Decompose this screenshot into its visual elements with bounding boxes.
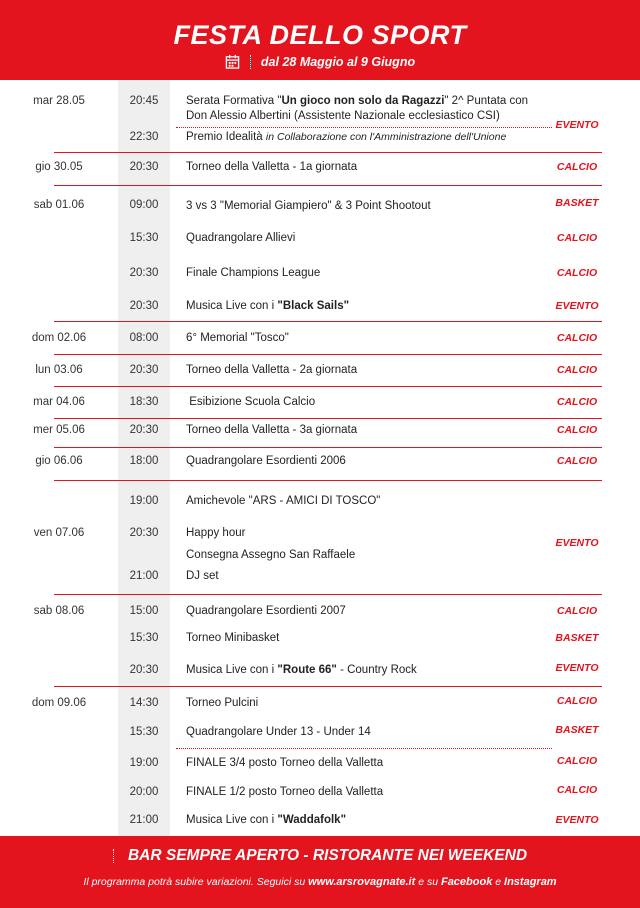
row-event: 6° Memorial "Tosco": [186, 332, 289, 344]
date-range-text: dal 28 Maggio al 9 Giugno: [260, 54, 416, 69]
row-date: lun 03.06: [35, 364, 83, 376]
category-tag: CALCIO: [556, 232, 598, 244]
footer-banner: [0, 836, 640, 908]
row-time: 14:30: [129, 697, 159, 709]
header-banner: [0, 0, 640, 80]
category-tag: CALCIO: [556, 755, 598, 767]
calendar-icon: [225, 54, 240, 69]
footer-slogan: [0, 847, 640, 865]
row-event: FINALE 3/4 posto Torneo della Valletta: [186, 757, 384, 769]
row-time: 20:30: [129, 364, 159, 376]
row-time: 15:30: [129, 632, 159, 644]
day-separator: [54, 480, 602, 481]
row-event: Happy hour: [186, 527, 246, 539]
row-event: Torneo Minibasket: [186, 632, 280, 644]
row-event: Consegna Assegno San Raffaele: [186, 549, 356, 561]
row-time: 20:45: [129, 95, 159, 107]
row-time: 08:00: [129, 332, 159, 344]
row-time: 20:30: [129, 300, 159, 312]
divider: [250, 55, 251, 69]
row-event: DJ set: [186, 570, 219, 582]
row-event: Quadrangolare Allievi: [186, 232, 296, 244]
row-event: 3 vs 3 "Memorial Giampiero" & 3 Point Shootout: [186, 200, 431, 212]
website-link[interactable]: www.arsrovagnate.it: [308, 876, 416, 888]
divider: [113, 849, 114, 863]
date-range: [0, 54, 640, 69]
row-date: gio 30.05: [35, 161, 83, 173]
row-time: 18:00: [129, 455, 159, 467]
row-event: Torneo della Valletta - 1a giornata: [186, 161, 358, 173]
row-date: sab 01.06: [33, 199, 85, 211]
row-time: 15:30: [129, 232, 159, 244]
category-tag: BASKET: [555, 632, 599, 644]
category-tag: CALCIO: [556, 605, 598, 617]
row-event: Musica Live con i "Waddafolk": [186, 814, 347, 826]
category-tag: EVENTO: [555, 300, 599, 312]
schedule-table: [0, 80, 640, 836]
category-tag: CALCIO: [556, 267, 598, 279]
day-separator: [54, 386, 602, 387]
category-tag: EVENTO: [555, 119, 599, 131]
category-tag: CALCIO: [556, 364, 598, 376]
row-event: Amichevole "ARS - AMICI DI TOSCO": [186, 495, 381, 507]
row-time: 21:00: [129, 570, 159, 582]
row-time: 20:30: [129, 664, 159, 676]
row-time: 20:30: [129, 267, 159, 279]
row-date: gio 06.06: [35, 455, 83, 467]
row-date: sab 08.06: [33, 605, 85, 617]
row-separator-dotted: [176, 748, 552, 749]
facebook-link[interactable]: Facebook: [440, 876, 493, 888]
row-event: Musica Live con i "Route 66" - Country Rock: [186, 664, 417, 676]
row-date: mar 28.05: [33, 95, 85, 107]
row-event: Quadrangolare Esordienti 2006: [186, 455, 346, 467]
row-separator-dotted: [176, 127, 552, 128]
category-tag: BASKET: [555, 197, 599, 209]
category-tag: EVENTO: [555, 662, 599, 674]
day-separator: [54, 185, 602, 186]
category-tag: CALCIO: [556, 784, 598, 796]
row-event: Torneo della Valletta - 2a giornata: [186, 364, 358, 376]
row-time: 21:00: [129, 814, 159, 826]
day-separator: [54, 447, 602, 448]
row-event: Musica Live con i "Black Sails": [186, 300, 350, 312]
day-separator: [54, 321, 602, 322]
category-tag: EVENTO: [555, 814, 599, 826]
row-date: ven 07.06: [33, 527, 85, 539]
row-time: 15:00: [129, 605, 159, 617]
instagram-link[interactable]: Instagram: [504, 876, 557, 888]
row-time: 18:30: [129, 396, 159, 408]
row-time: 19:00: [129, 495, 159, 507]
category-tag: CALCIO: [556, 332, 598, 344]
row-time: 19:00: [129, 757, 159, 769]
category-tag: CALCIO: [556, 424, 598, 436]
row-event: Torneo Pulcini: [186, 697, 259, 709]
row-date: dom 09.06: [31, 697, 87, 709]
row-time: 20:30: [129, 527, 159, 539]
category-tag: CALCIO: [556, 396, 598, 408]
day-separator: [54, 594, 602, 595]
row-time: 09:00: [129, 199, 159, 211]
slogan-text: BAR SEMPRE APERTO - RISTORANTE NEI WEEKEND: [127, 847, 528, 864]
day-separator: [54, 686, 602, 687]
row-event: Finale Champions League: [186, 267, 321, 279]
row-event: FINALE 1/2 posto Torneo della Valletta: [186, 786, 384, 798]
footer-note: Il programma potrà subire variazioni. Seguici su www.arsrovagnate.it e su Facebook e Instagram: [83, 876, 557, 888]
row-time: 22:30: [129, 131, 159, 143]
category-tag: CALCIO: [556, 695, 598, 707]
category-tag: CALCIO: [556, 161, 598, 173]
day-separator: [54, 418, 602, 419]
row-time: 20:30: [129, 161, 159, 173]
day-separator: [54, 152, 602, 153]
row-event: Quadrangolare Esordienti 2007: [186, 605, 346, 617]
row-event: Esibizione Scuola Calcio: [186, 396, 316, 408]
day-separator: [54, 354, 602, 355]
page-title: FESTA DELLO SPORT: [173, 20, 467, 50]
row-event: Quadrangolare Under 13 - Under 14: [186, 726, 371, 738]
category-tag: CALCIO: [556, 455, 598, 467]
row-date: dom 02.06: [31, 332, 87, 344]
row-time: 20:00: [129, 786, 159, 798]
row-date: mar 04.06: [33, 396, 85, 408]
row-time: 20:30: [129, 424, 159, 436]
row-date: mer 05.06: [33, 424, 85, 436]
row-event: Torneo della Valletta - 3a giornata: [186, 424, 358, 436]
row-event: Serata Formativa "Un gioco non solo da Ragazzi" 2^ Puntata con Don Alessio Albertini (Assistente Nazionale ecclesiastico CSI): [186, 95, 529, 122]
category-tag: BASKET: [555, 724, 599, 736]
category-tag: EVENTO: [555, 537, 599, 549]
row-event: Premio Idealità in Collaborazione con l'Amministrazione dell'Unione: [186, 131, 507, 143]
row-time: 15:30: [129, 726, 159, 738]
